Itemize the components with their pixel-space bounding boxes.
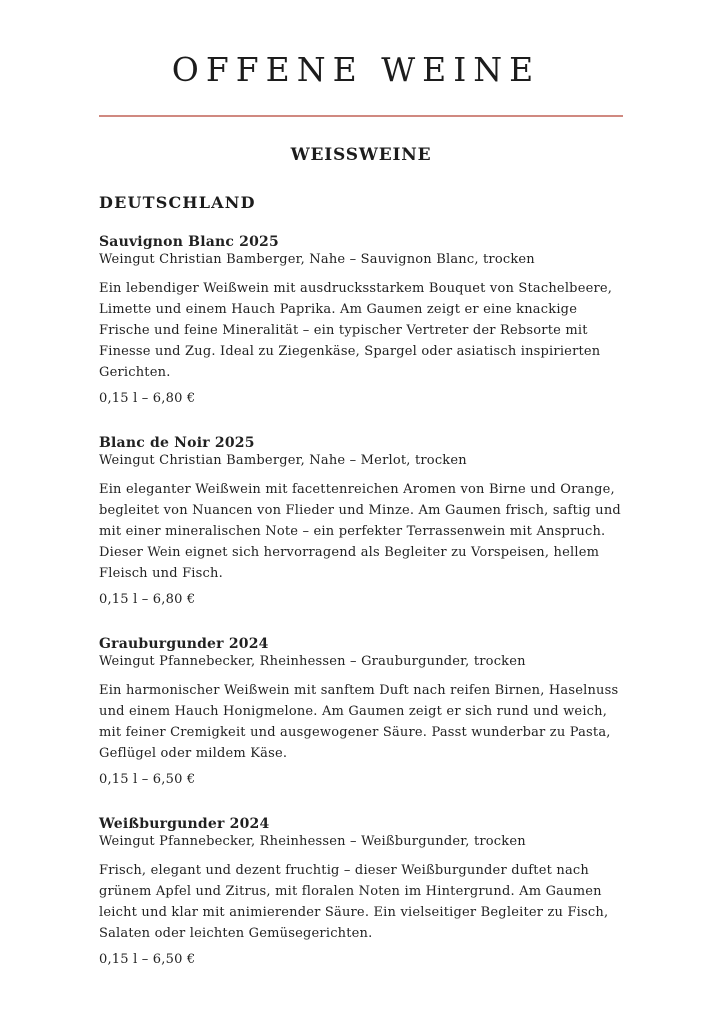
wine-name: Weißburgunder 2024 [99,815,270,832]
wine-entry [99,816,623,969]
wine-entry [99,636,623,789]
wine-description: Ein lebendiger Weißwein mit ausdrucksstarkem Bouquet von Stachelbeere, Limette und einem Hauch Paprika. Am Gaumen zeigt er eine knackige Frische und feine Mineralität – ein typischer Vertreter der Rebsorte mit Finesse und Zug. Ideal zu Ziegenkäse, Spargel oder asiatisch inspirierten Gerichten. [99,280,613,380]
wine-price: 0,15 l – 6,50 € [99,771,196,787]
wine-producer: Weingut Christian Bamberger, Nahe – Sauvignon Blanc, trocken [99,251,535,267]
wine-price: 0,15 l – 6,80 € [99,591,196,607]
country-heading-deutschland: DEUTSCHLAND [99,192,256,212]
wine-price: 0,15 l – 6,80 € [99,390,196,406]
wine-name: Grauburgunder 2024 [99,635,269,652]
wine-name: Sauvignon Blanc 2025 [99,233,279,250]
wine-description: Ein harmonischer Weißwein mit sanftem Duft nach reifen Birnen, Haselnuss und einem Hauch Honigmelone. Am Gaumen zeigt er sich rund und weich, mit feiner Cremigkeit und ausgewogener Säure. Passt wunderbar zu Pasta, Geflügel oder mildem Käse. [99,682,619,761]
wine-producer: Weingut Pfannebecker, Rheinhessen – Grauburgunder, trocken [99,653,526,669]
accent-divider-line [99,115,623,117]
section-heading-weissweine: WEISSWEINE [290,144,432,165]
wine-price: 0,15 l – 6,50 € [99,951,196,967]
wine-producer: Weingut Christian Bamberger, Nahe – Merlot, trocken [99,452,467,468]
wine-description: Frisch, elegant und dezent fruchtig – dieser Weißburgunder duftet nach grünem Apfel und Zitrus, mit floralen Noten im Hintergrund. Am Gaumen leicht und klar mit animierender Säure. Ein vielseitiger Begleiter zu Fisch, Salaten oder leichten Gemüsegerichten. [99,862,609,941]
wine-description: Ein eleganter Weißwein mit facettenreichen Aromen von Birne und Orange, begleitet von Nuancen von Flieder und Minze. Am Gaumen frisch, saftig und mit einer mineralischen Note – ein perfekter Terrassenwein mit Anspruch. Dieser Wein eignet sich hervorragend als Begleiter zu Vorspeisen, hellem Fleisch und Fisch. [99,481,621,581]
wine-entry [99,234,623,408]
wine-producer: Weingut Pfannebecker, Rheinhessen – Weißburgunder, trocken [99,833,526,849]
wine-entry [99,435,623,609]
page-title: OFFENE WEINE [171,50,541,89]
wine-name: Blanc de Noir 2025 [99,434,255,451]
